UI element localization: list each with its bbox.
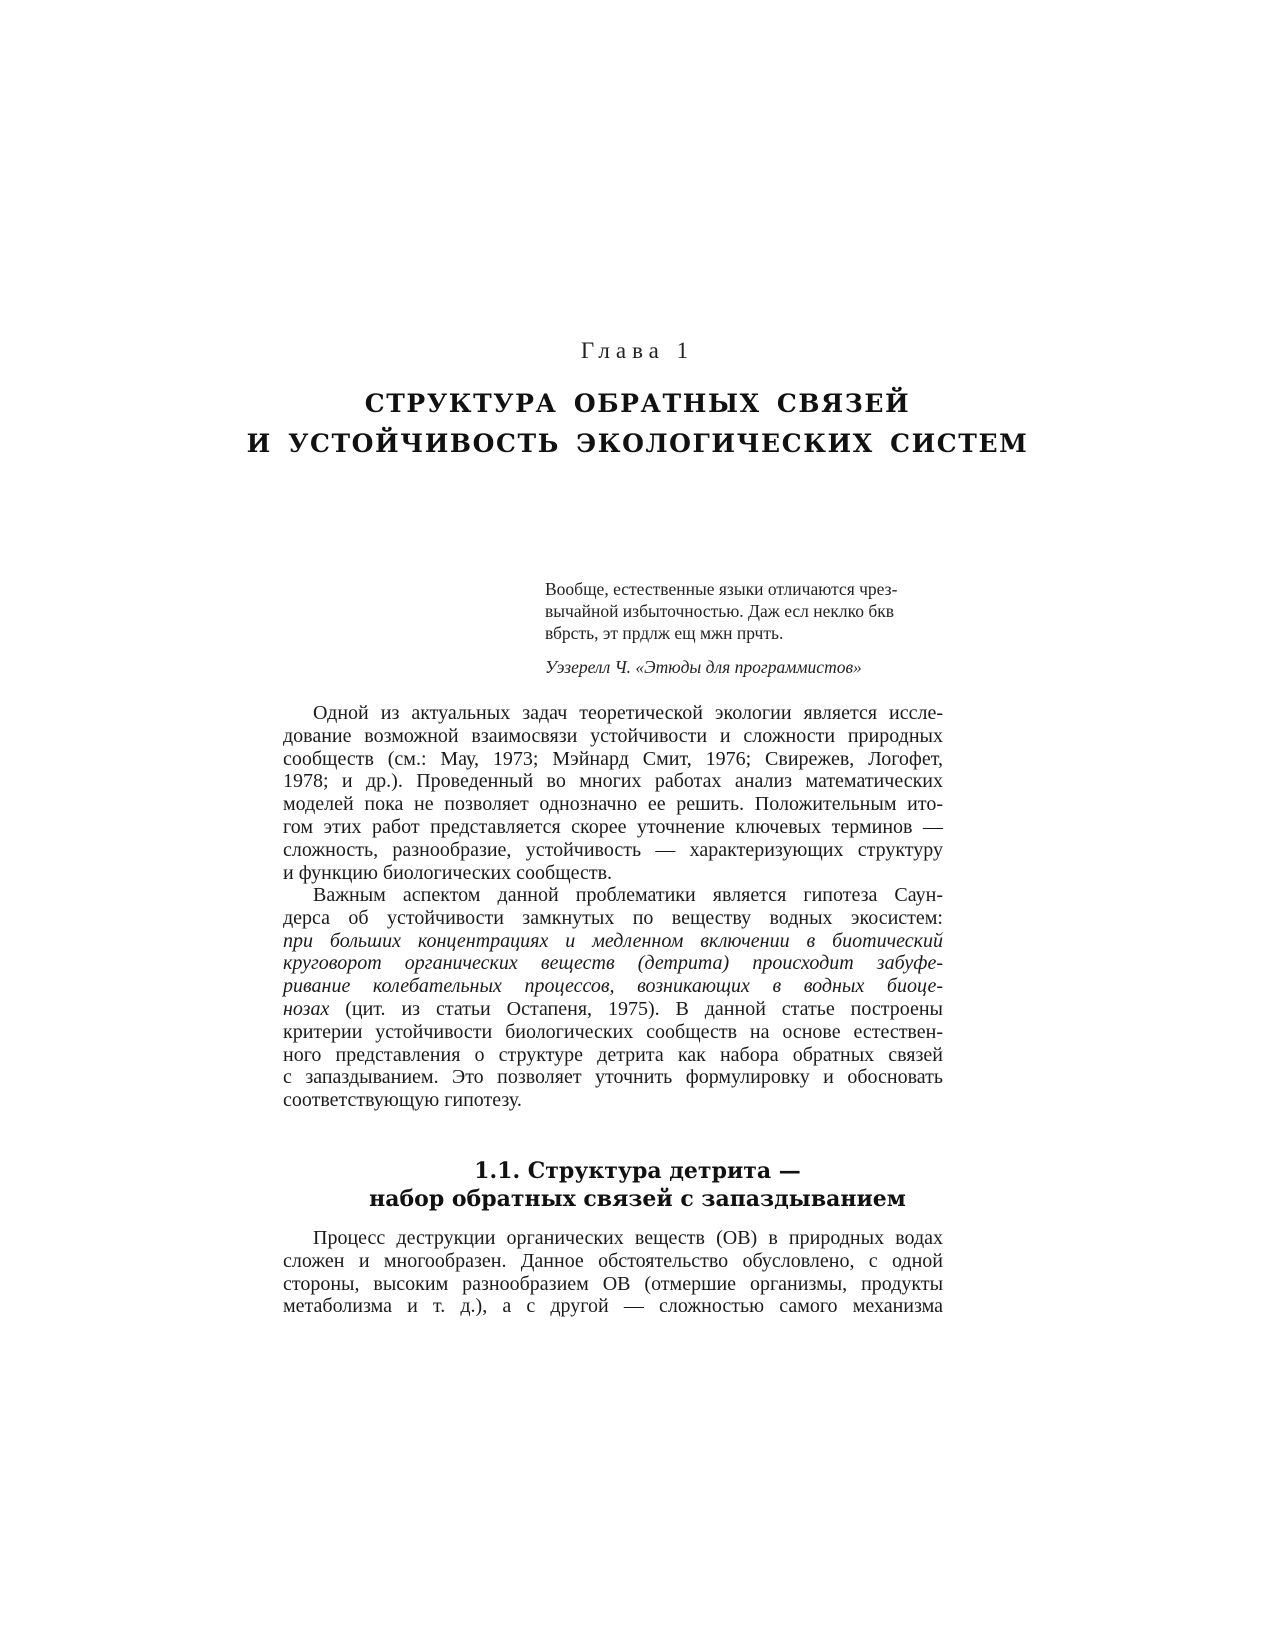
epigraph <box>545 578 945 678</box>
text-line-italic: ривание колебательных процессов, возникающих в водных биоце- <box>283 975 943 998</box>
chapter-title-line: И УСТОЙЧИВОСТЬ ЭКОЛОГИЧЕСКИХ СИСТЕМ <box>246 429 1029 458</box>
text-fragment: (цит. из статьи Остапеня, 1975). В данной статье построены <box>329 997 943 1020</box>
text-line: Одной из актуальных задач теоретической экологии является иссле- <box>313 702 943 724</box>
text-line: сообществ (см.: Мау, 1973; Мэйнард Смит, 1976; Свирежев, Логофет, <box>283 747 943 770</box>
text-line-italic: круговорот органических веществ (детрита) происходит забуфе- <box>283 952 943 975</box>
paragraph-intro <box>283 702 943 884</box>
text-line: 1978; и др.). Проведенный во многих работах анализ математических <box>283 770 943 793</box>
chapter-title-line: СТРУКТУРА ОБРАТНЫХ СВЯЗЕЙ <box>364 389 911 418</box>
text-line: гом этих работ представляется скорее уточнение ключевых терминов — <box>283 815 943 838</box>
section-heading-line: 1.1. Структура детрита — <box>474 1158 801 1184</box>
text-line: Процесс деструкции органических веществ (ОВ) в природных водах <box>313 1227 943 1249</box>
chapter-title <box>0 384 1275 464</box>
text-line: моделей пока не позволяет однозначно ее решить. Положительным ито- <box>283 793 943 816</box>
paragraph-destruction <box>283 1227 943 1318</box>
epigraph-line: вычайной избыточностью. Даж есл неклко бкв <box>545 601 895 621</box>
chapter-label: Глава 1 <box>580 338 695 363</box>
text-italic-fragment: нозах <box>283 997 330 1020</box>
text-line: стороны, высоким разнообразием ОВ (отмершие организмы, продукты <box>283 1272 943 1295</box>
text-line-italic: при больших концентрациях и медленном включении в биотический <box>283 929 943 952</box>
text-line: и функцию биологических сообществ. <box>283 861 613 884</box>
text-line: ного представления о структуре детрита как набора обратных связей <box>283 1043 943 1066</box>
section-heading <box>0 1157 1275 1213</box>
text-line: критерии устойчивости биологических сообществ на основе естествен- <box>283 1020 943 1043</box>
text-line: с запаздыванием. Это позволяет уточнить формулировку и обосновать <box>283 1066 943 1089</box>
epigraph-source: Уэзерелл Ч. «Этюды для программистов» <box>545 657 862 677</box>
text-line: сложен и многообразен. Данное обстоятельство обусловлено, с одной <box>283 1249 943 1272</box>
text-line: дерса об устойчивости замкнутых по веществу водных экосистем: <box>283 906 943 929</box>
epigraph-line: вбрсть, эт прдлж ещ мжн прчть. <box>545 623 784 643</box>
section-heading-line: набор обратных связей с запаздыванием <box>369 1186 906 1212</box>
text-line: соответствующую гипотезу. <box>283 1089 522 1112</box>
text-line: метаболизма и т. д.), а с другой — сложностью самого механизма <box>283 1295 943 1318</box>
text-line: дование возможной взаимосвязи устойчивости и сложности природных <box>283 724 943 747</box>
text-line: сложность, разнообразие, устойчивость — характеризующих структуру <box>283 838 943 861</box>
epigraph-line: Вообще, естественные языки отличаются чрез- <box>545 579 898 599</box>
paragraph-hypothesis <box>283 884 943 1112</box>
text-line: Важным аспектом данной проблематики является гипотеза Саун- <box>313 884 943 906</box>
text-line <box>283 998 943 1021</box>
